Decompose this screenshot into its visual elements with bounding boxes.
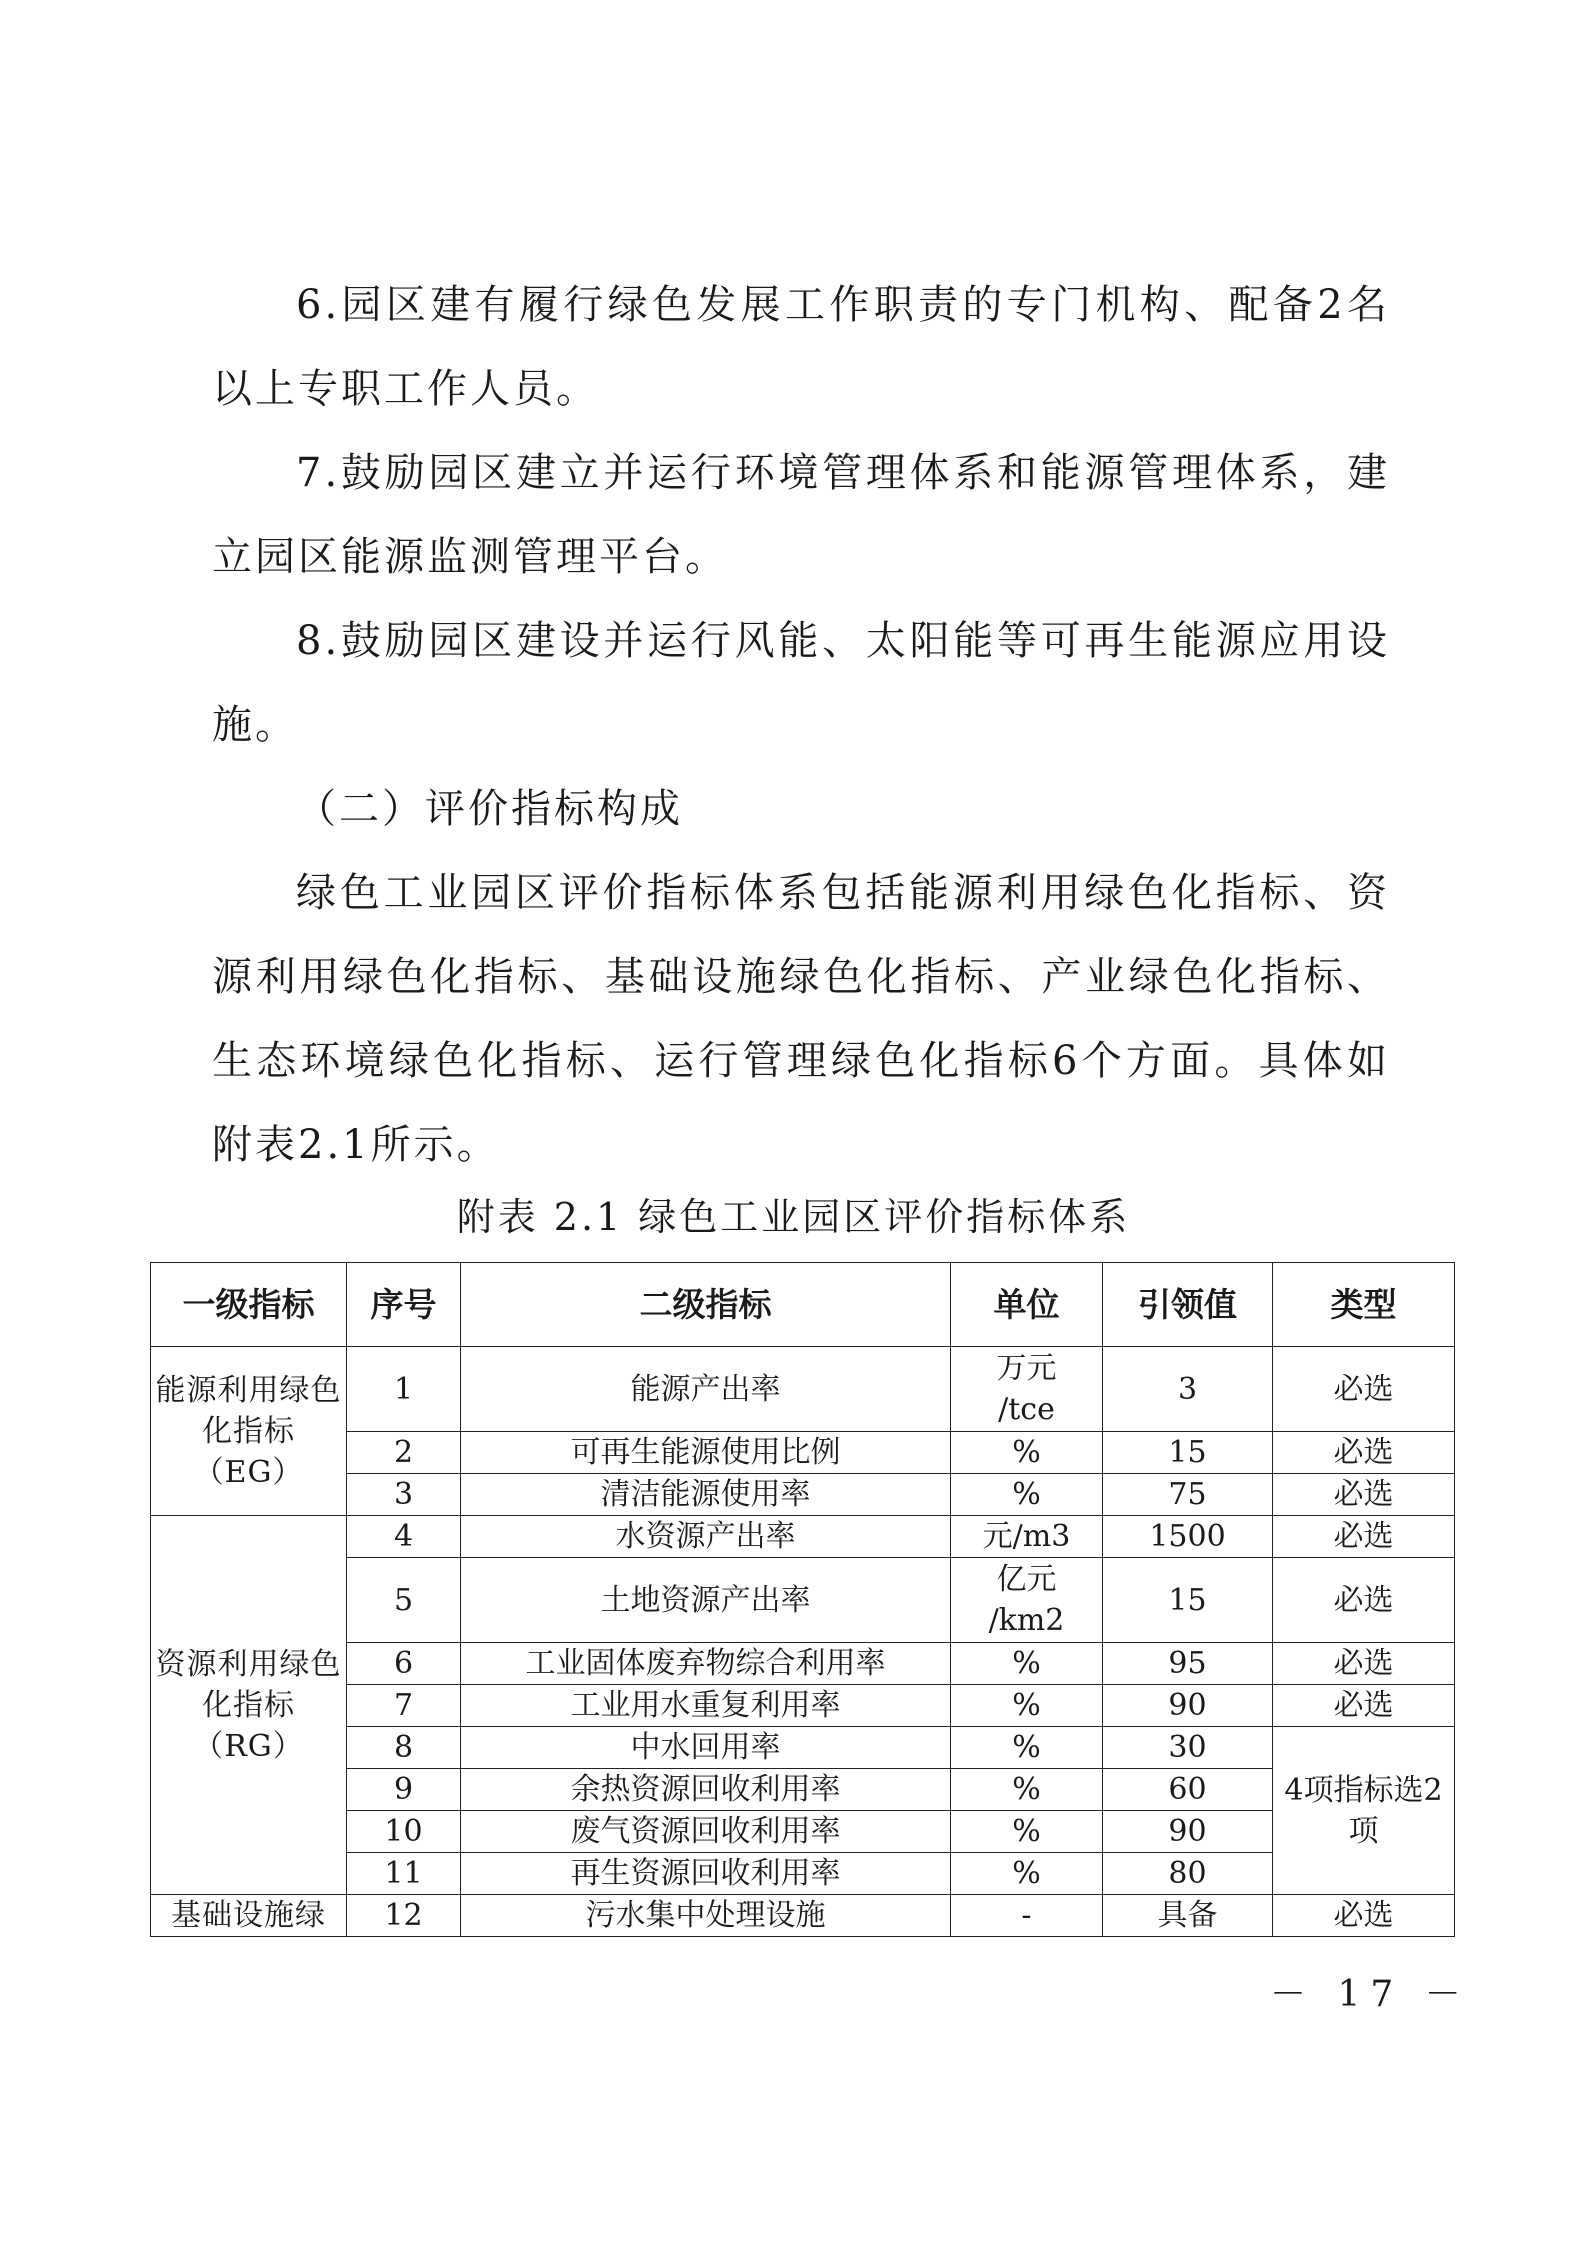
header-level2: 二级指标 (461, 1263, 951, 1347)
group-type: 4项指标选2项 (1273, 1727, 1455, 1895)
row-unit: % (951, 1685, 1103, 1727)
row-value: 30 (1103, 1727, 1273, 1769)
table-row (151, 1474, 1455, 1516)
row-value: 1500 (1103, 1516, 1273, 1558)
row-unit-line2: /tce (998, 1392, 1055, 1427)
row-type: 必选 (1273, 1895, 1455, 1937)
row-unit: 元/m3 (951, 1516, 1103, 1558)
table-header-row (151, 1263, 1455, 1347)
row-no: 10 (347, 1811, 461, 1853)
header-no: 序号 (347, 1263, 461, 1347)
row-name: 废气资源回收利用率 (461, 1811, 951, 1853)
row-unit: % (951, 1811, 1103, 1853)
row-name: 再生资源回收利用率 (461, 1853, 951, 1895)
paragraph-item-7: 7.鼓励园区建立并运行环境管理体系和能源管理体系，建立园区能源监测管理平台。 (212, 450, 1390, 580)
row-type: 必选 (1273, 1432, 1455, 1474)
row-value: 75 (1103, 1474, 1273, 1516)
row-no: 3 (347, 1474, 461, 1516)
table-row (151, 1811, 1455, 1853)
category-ig: 基础设施绿 (151, 1895, 347, 1937)
row-no: 8 (347, 1727, 461, 1769)
table-row (151, 1347, 1455, 1432)
paragraph-item-6: 6.园区建有履行绿色发展工作职责的专门机构、配备2名以上专职工作人员。 (212, 282, 1390, 412)
row-unit: % (951, 1432, 1103, 1474)
row-no: 7 (347, 1685, 461, 1727)
row-name: 水资源产出率 (461, 1516, 951, 1558)
indicator-table (150, 1262, 1455, 1937)
table-caption: 附表 2.1 绿色工业园区评价指标体系 (456, 1195, 1131, 1239)
row-unit: % (951, 1769, 1103, 1811)
row-value: 90 (1103, 1685, 1273, 1727)
row-no: 4 (347, 1516, 461, 1558)
row-unit: % (951, 1643, 1103, 1685)
row-no: 6 (347, 1643, 461, 1685)
row-unit-line1: 亿元 (996, 1562, 1057, 1597)
row-unit: % (951, 1474, 1103, 1516)
header-type: 类型 (1273, 1263, 1455, 1347)
body-paragraph: 绿色工业园区评价指标体系包括能源利用绿色化指标、资源利用绿色化指标、基础设施绿色化指标、产业绿色化指标、生态环境绿色化指标、运行管理绿色化指标6个方面。具体如附表2.1所示。 (212, 870, 1390, 1168)
row-unit (951, 1558, 1103, 1643)
row-value: 15 (1103, 1558, 1273, 1643)
table-row (151, 1853, 1455, 1895)
row-unit: % (951, 1727, 1103, 1769)
table-row (151, 1895, 1455, 1937)
row-no: 5 (347, 1558, 461, 1643)
row-name: 工业用水重复利用率 (461, 1685, 951, 1727)
row-value: 3 (1103, 1347, 1273, 1432)
category-rg: 资源利用绿色化指标（RG） (151, 1516, 347, 1895)
table-row (151, 1432, 1455, 1474)
row-type: 必选 (1273, 1516, 1455, 1558)
category-eg: 能源利用绿色化指标（EG） (151, 1347, 347, 1516)
row-no: 1 (347, 1347, 461, 1432)
row-name: 清洁能源使用率 (461, 1474, 951, 1516)
row-name: 工业固体废弃物综合利用率 (461, 1643, 951, 1685)
row-no: 11 (347, 1853, 461, 1895)
row-unit: % (951, 1853, 1103, 1895)
page-number: － 17 － (1270, 1974, 1471, 2015)
header-value: 引领值 (1103, 1263, 1273, 1347)
row-value: 90 (1103, 1811, 1273, 1853)
row-unit-line1: 万元 (996, 1351, 1057, 1386)
row-value: 95 (1103, 1643, 1273, 1685)
row-name: 余热资源回收利用率 (461, 1769, 951, 1811)
table-row (151, 1558, 1455, 1643)
table-row (151, 1727, 1455, 1769)
section-heading: （二）评价指标构成 (296, 786, 683, 832)
header-unit: 单位 (951, 1263, 1103, 1347)
row-name: 可再生能源使用比例 (461, 1432, 951, 1474)
row-no: 2 (347, 1432, 461, 1474)
row-value: 具备 (1103, 1895, 1273, 1937)
table-row (151, 1769, 1455, 1811)
row-name: 中水回用率 (461, 1727, 951, 1769)
row-unit-line2: /km2 (988, 1603, 1065, 1638)
row-value: 15 (1103, 1432, 1273, 1474)
row-name: 土地资源产出率 (461, 1558, 951, 1643)
row-value: 60 (1103, 1769, 1273, 1811)
table-row (151, 1516, 1455, 1558)
row-type: 必选 (1273, 1643, 1455, 1685)
row-value: 80 (1103, 1853, 1273, 1895)
row-no: 12 (347, 1895, 461, 1937)
row-type: 必选 (1273, 1474, 1455, 1516)
row-unit: - (951, 1895, 1103, 1937)
row-no: 9 (347, 1769, 461, 1811)
header-level1: 一级指标 (151, 1263, 347, 1347)
paragraph-item-8: 8.鼓励园区建设并运行风能、太阳能等可再生能源应用设施。 (212, 618, 1390, 748)
row-unit (951, 1347, 1103, 1432)
row-type: 必选 (1273, 1685, 1455, 1727)
row-name: 污水集中处理设施 (461, 1895, 951, 1937)
table-row (151, 1643, 1455, 1685)
row-type: 必选 (1273, 1347, 1455, 1432)
table-row (151, 1685, 1455, 1727)
row-type: 必选 (1273, 1558, 1455, 1643)
row-name: 能源产出率 (461, 1347, 951, 1432)
